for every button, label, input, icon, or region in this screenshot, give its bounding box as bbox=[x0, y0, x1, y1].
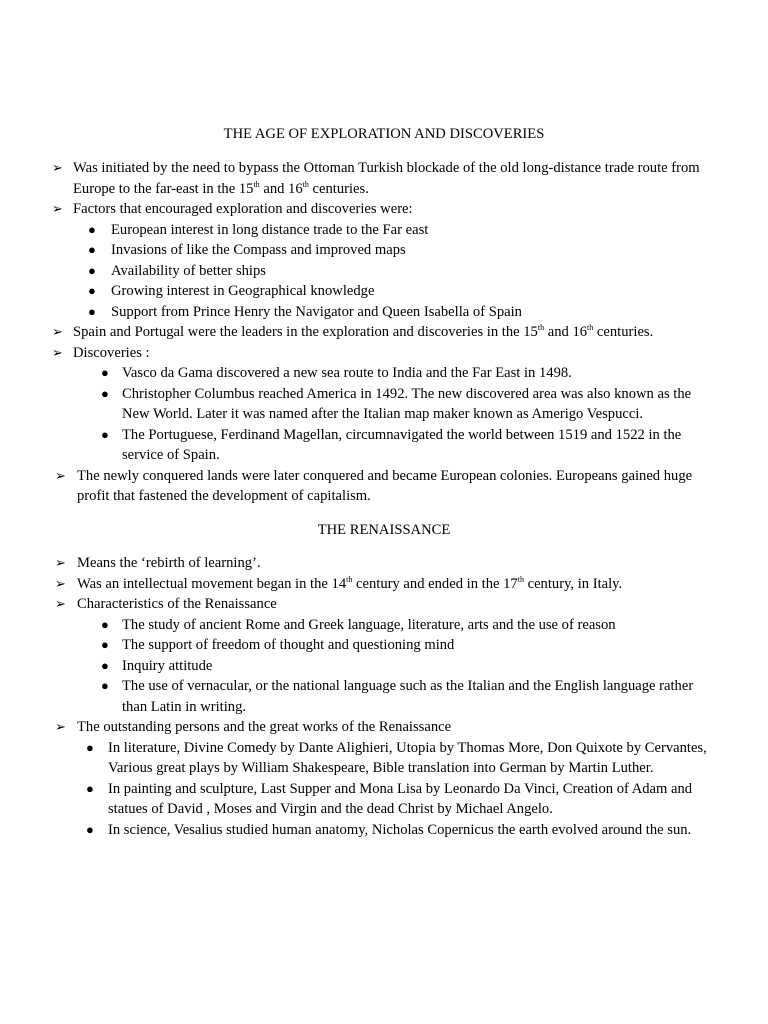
list-item bbox=[0, 717, 768, 840]
list-item-text: Inquiry attitude bbox=[122, 657, 213, 674]
list-item-text: The outstanding persons and the great works of the Renaissance bbox=[77, 719, 452, 735]
list-item bbox=[0, 220, 768, 241]
bullet-icon: ● bbox=[88, 242, 96, 257]
list-item bbox=[0, 656, 768, 677]
list-item bbox=[0, 574, 768, 595]
bullet-icon: ● bbox=[86, 780, 94, 796]
list-item bbox=[0, 615, 768, 636]
section-title: THE RENAISSANCE bbox=[317, 522, 451, 538]
list-item bbox=[0, 240, 768, 261]
list-item-text: In painting and sculpture, Last Supper and Mona Lisa by Leonardo Da Vinci, Creation of Adam and statues of David , Moses and Virgin and the dead Christ by Michael Angelo. bbox=[108, 780, 693, 817]
list-item bbox=[0, 302, 768, 323]
list-item-text: Factors that encouraged exploration and discoveries were: bbox=[73, 201, 413, 217]
list-item-text: Discoveries : bbox=[73, 344, 150, 361]
list-item-text: The Portuguese, Ferdinand Magellan, circumnavigated the world between 1519 and 1522 in the service of Spain. bbox=[122, 426, 682, 463]
list-item bbox=[0, 466, 768, 507]
bullet-icon: ● bbox=[101, 385, 109, 401]
list-item-text: Spain and Portugal were the leaders in the exploration and discoveries in the 15th and 16th centuries. bbox=[73, 323, 654, 340]
list-item bbox=[0, 322, 768, 343]
list-item-text: Was initiated by the need to bypass the Ottoman Turkish blockade of the old long-distance trade route from Europe to the far-east in the 15th and 16th centuries. bbox=[73, 160, 700, 197]
bullet-icon: ● bbox=[86, 821, 94, 837]
list-item bbox=[0, 261, 768, 282]
list-item bbox=[0, 553, 768, 574]
list-item-text: The use of vernacular, or the national language such as the Italian and the English language rather than Latin in writing. bbox=[122, 678, 694, 715]
arrow-bullet-icon: ➢ bbox=[55, 596, 66, 611]
list-item bbox=[0, 384, 768, 425]
bullet-icon: ● bbox=[101, 678, 109, 693]
list-item-text: The study of ancient Rome and Greek language, literature, arts and the use of reason bbox=[122, 616, 616, 633]
list-item-text: In science, Vesalius studied human anatomy, Nicholas Copernicus the earth evolved around the sun. bbox=[108, 821, 692, 838]
arrow-bullet-icon: ➢ bbox=[55, 467, 66, 483]
list-item-text: Support from Prince Henry the Navigator and Queen Isabella of Spain bbox=[111, 303, 522, 320]
list-item bbox=[0, 635, 768, 656]
arrow-bullet-icon: ➢ bbox=[52, 344, 63, 360]
list-item bbox=[0, 425, 768, 466]
list-item bbox=[0, 343, 768, 466]
bullet-icon: ● bbox=[101, 426, 109, 442]
arrow-bullet-icon: ➢ bbox=[52, 201, 63, 216]
list-item-text: Invasions of like the Compass and improved maps bbox=[111, 242, 406, 258]
list-item bbox=[0, 779, 768, 820]
list-item-text: Was an intellectual movement began in the 14th century and ended in the 17th century, in Italy. bbox=[77, 574, 623, 592]
list-item bbox=[0, 820, 768, 841]
list-item bbox=[0, 199, 768, 322]
bullet-icon: ● bbox=[101, 657, 109, 673]
bullet-icon: ● bbox=[88, 262, 96, 278]
works-list bbox=[0, 738, 768, 841]
list-item-text: The support of freedom of thought and questioning mind bbox=[122, 637, 455, 653]
list-item-text: In literature, Divine Comedy by Dante Alighieri, Utopia by Thomas More, Don Quixote by Cervantes, Various great plays by William Shakespeare, Bible translation into German by Martin Luther. bbox=[108, 739, 707, 776]
arrow-bullet-icon: ➢ bbox=[55, 555, 66, 570]
list-item bbox=[0, 158, 768, 199]
bullet-icon: ● bbox=[88, 303, 96, 319]
list-item-text: Christopher Columbus reached America in 1492. The new discovered area was also known as the New World. Later it was named after the Italian map maker known as Amerigo Vespucci. bbox=[122, 385, 692, 422]
list-item-text: Characteristics of the Renaissance bbox=[77, 596, 277, 612]
list-item-text: Availability of better ships bbox=[111, 262, 266, 279]
list-item bbox=[0, 363, 768, 384]
bullet-icon: ● bbox=[86, 739, 94, 755]
arrow-bullet-icon: ➢ bbox=[52, 160, 63, 175]
list-item-text: Growing interest in Geographical knowledge bbox=[111, 283, 375, 299]
list-item-text: Means the ‘rebirth of learning’. bbox=[77, 555, 261, 571]
factors-list bbox=[0, 220, 768, 323]
list-item-text: European interest in long distance trade to the Far east bbox=[111, 221, 429, 238]
arrow-bullet-icon: ➢ bbox=[52, 324, 63, 339]
arrow-bullet-icon: ➢ bbox=[55, 575, 66, 591]
bullet-icon: ● bbox=[101, 365, 109, 380]
discoveries-list bbox=[0, 363, 768, 466]
bullet-icon: ● bbox=[88, 221, 96, 237]
page-title: THE AGE OF EXPLORATION AND DISCOVERIES bbox=[223, 126, 545, 142]
list-item bbox=[0, 738, 768, 779]
list-item bbox=[0, 594, 768, 717]
renaissance-list bbox=[0, 553, 768, 840]
bullet-icon: ● bbox=[101, 637, 109, 652]
list-item-text: Vasco da Gama discovered a new sea route to India and the Far East in 1498. bbox=[122, 365, 572, 381]
bullet-icon: ● bbox=[88, 283, 96, 298]
list-item-text: The newly conquered lands were later conquered and became European colonies. Europeans gained huge profit that fastened the development of capitalism. bbox=[77, 467, 693, 504]
characteristics-list bbox=[0, 615, 768, 718]
list-item bbox=[0, 676, 768, 717]
bullet-icon: ● bbox=[101, 616, 109, 632]
list-item bbox=[0, 281, 768, 302]
arrow-bullet-icon: ➢ bbox=[55, 719, 66, 734]
exploration-list bbox=[0, 158, 768, 507]
